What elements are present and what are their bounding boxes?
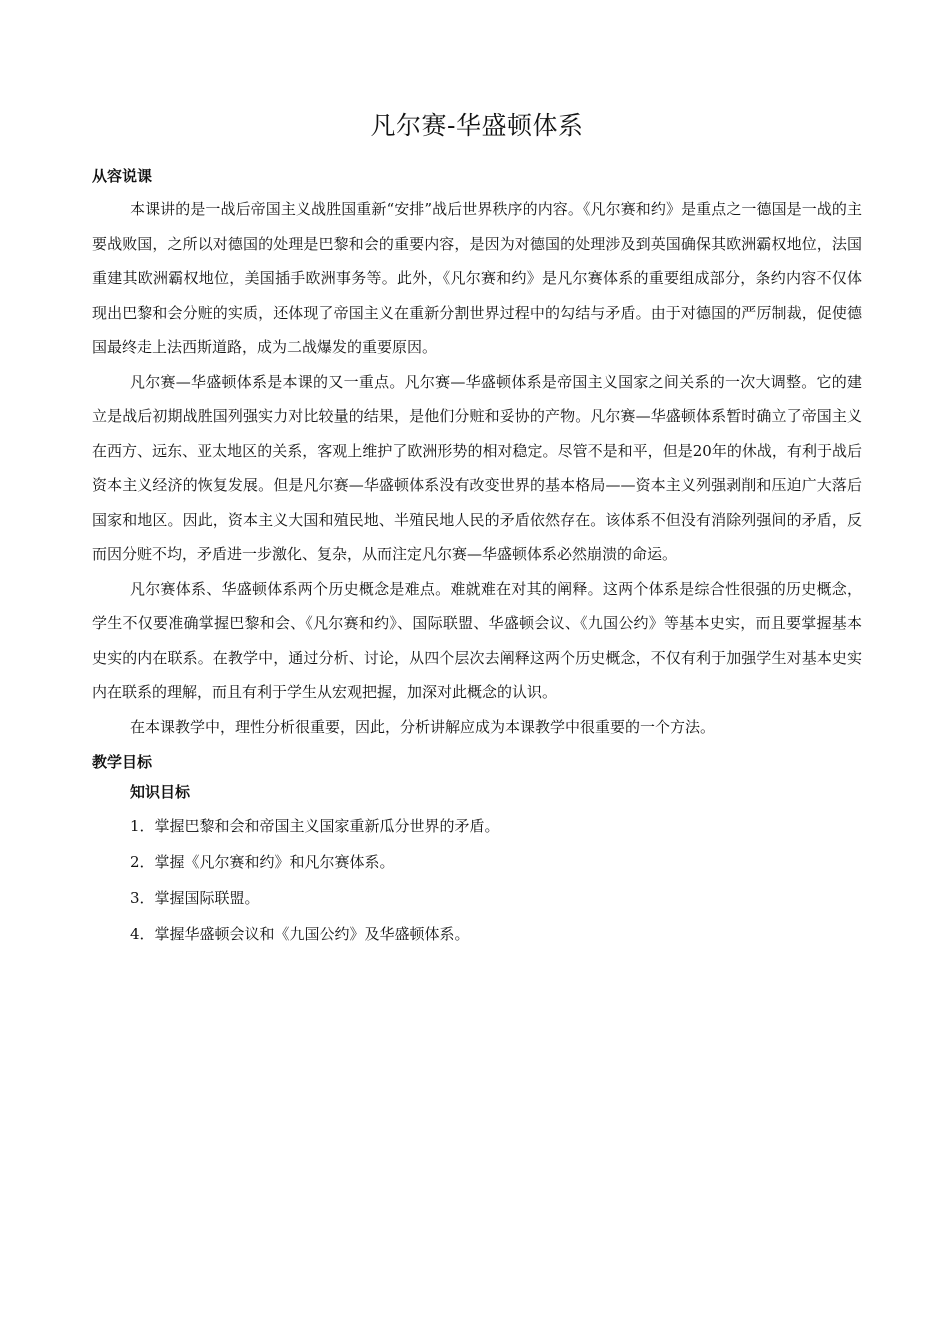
body-paragraph: 本课讲的是一战后帝国主义战胜国重新“安排”战后世界秩序的内容。《凡尔赛和约》是重点之一德国是一战的主要战败国，之所以对德国的处理是巴黎和会的重要内容，是因为对德国的处理涉及到英国确保其欧洲霸权地位，法国重建其欧洲霸权地位，美国插手欧洲事务等。此外，《凡尔赛和约》是凡尔赛体系的重要组成部分，条约内容不仅体现出巴黎和会分赃的实质，还体现了帝国主义在重新分割世界过程中的勾结与矛盾。由于对德国的严厉制裁，促使德国最终走上法西斯道路，成为二战爆发的重要原因。	[92, 200, 862, 356]
subheading-zhishi-mubiao: 知识目标	[130, 783, 191, 801]
list-item: 1．掌握巴黎和会和帝国主义国家重新瓜分世界的矛盾。	[130, 817, 500, 835]
body-paragraph: 凡尔赛体系、华盛顿体系两个历史概念是难点。难就难在对其的阐释。这两个体系是综合性很强的历史概念，学生不仅要准确掌握巴黎和会、《凡尔赛和约》、国际联盟、华盛顿会议、《九国公约》等基本史实，而且要掌握基本史实的内在联系。在教学中，通过分析、讨论，从四个层次去阐释这两个历史概念，不仅有利于加强学生对基本史实内在联系的理解，而且有利于学生从宏观把握，加深对此概念的认识。	[92, 579, 862, 701]
page-title: 凡尔赛-华盛顿体系	[370, 111, 584, 140]
section-heading-congrong-shuoke: 从容说课	[92, 167, 153, 185]
document-page	[92, 108, 862, 952]
list-item: 2．掌握《凡尔赛和约》和凡尔赛体系。	[130, 853, 395, 871]
list-item: 3．掌握国际联盟。	[130, 889, 260, 907]
body-paragraph: 凡尔赛—华盛顿体系是本课的又一重点。凡尔赛—华盛顿体系是帝国主义国家之间关系的一次大调整。它的建立是战后初期战胜国列强实力对比较量的结果，是他们分赃和妥协的产物。凡尔赛—华盛顿体系暂时确立了帝国主义在西方、远东、亚太地区的关系，客观上维护了欧洲形势的相对稳定。尽管不是和平，但是20年的休战，有利于战后资本主义经济的恢复发展。但是凡尔赛—华盛顿体系没有改变世界的基本格局——资本主义列强剥削和压迫广大落后国家和地区。因此，资本主义大国和殖民地、半殖民地人民的矛盾依然存在。该体系不但没有消除列强间的矛盾，反而因分赃不均，矛盾进一步激化、复杂，从而注定凡尔赛—华盛顿体系必然崩溃的命运。	[92, 372, 862, 563]
list-item: 4．掌握华盛顿会议和《九国公约》及华盛顿体系。	[130, 925, 470, 943]
body-paragraph: 在本课教学中，理性分析很重要，因此，分析讲解应成为本课教学中很重要的一个方法。	[130, 717, 716, 736]
section-heading-jiaoxue-mubiao: 教学目标	[92, 753, 153, 771]
